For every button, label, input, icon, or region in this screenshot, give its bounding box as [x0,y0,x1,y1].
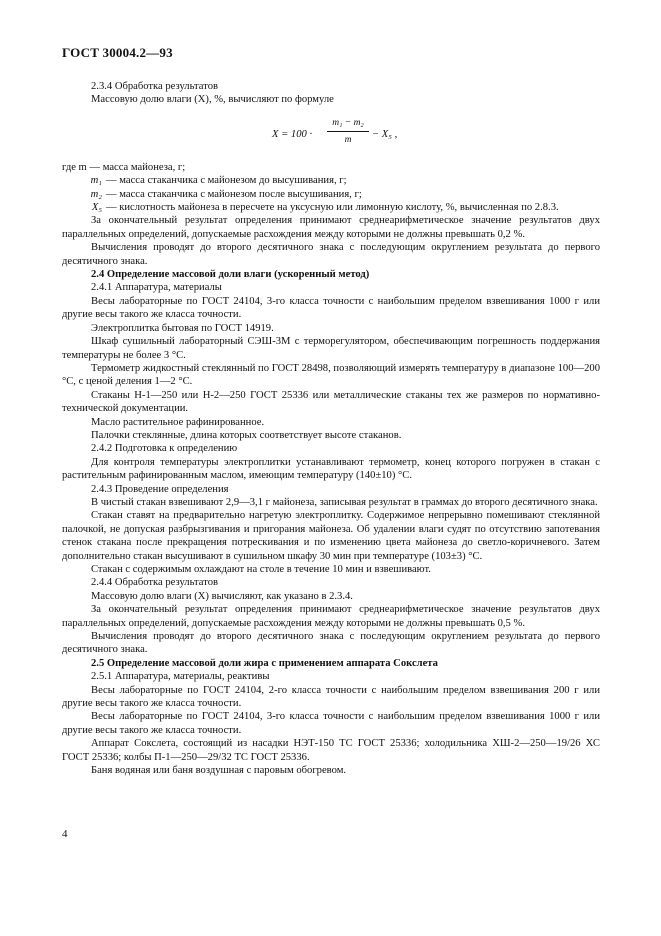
formula-numerator: m₁ − m₂ [327,117,369,132]
variable-symbol: m₁ [90,175,102,187]
formula-fraction [327,117,369,148]
paragraph: Баня водяная или баня воздушная с паровым обогревом. [91,765,347,777]
paragraph: Стакан ставят на предварительно нагретую электроплитку. Содержимое непрерывно помешивают стеклянной палочкой, не допуская разбрызгивания и пригорания майонеза. Об удалении влаги судят по отсутствию запотевания стенок стакана после прекращения потрескивания и по изменению цвета майонеза до светло-коричневого. Затем дополнительно стакан высушивают в сушильном шкафу 30 мин при температуре (103±3) °С. [62,510,600,562]
variable-definition [62,174,600,187]
page-number: 4 [62,828,68,840]
variable-text: — кислотность майонеза в пересчете на уксусную или лимонную кислоту, %, вычисленная по 2.8.3. [106,202,559,214]
paragraph: Стаканы Н-1—250 или Н-2—250 ГОСТ 25336 или металлические стаканы тех же размеров по нормативно-технической документации. [62,389,600,415]
formula-lhs: X = 100 · [272,128,313,140]
paragraph: Стакан с содержимым охлаждают на столе в течение 10 мин и взвешивают. [91,564,431,575]
variable-text: — масса стаканчика с майонезом до высушивания, г; [106,175,347,187]
paragraph: Термометр жидкостный стеклянный по ГОСТ 28498, позволяющий измерять температуру в диапазоне 100—200 °С, с ценой деления 1—2 °С. [62,362,600,388]
paragraph: В чистый стакан взвешивают 2,9—3,1 г майонеза, записывая результат в граммах до второго десятичного знака. [91,496,598,508]
paragraph: Весы лабораторные по ГОСТ 24104, 2-го класса точности с наибольшим пределом взвешивания 200 г или другие весы такого же класса точности. [62,684,600,710]
variable-definition [62,201,600,214]
paragraph: Вычисления проводят до второго десятичного знака с последующим округлением результата до первого десятичного знака. [62,242,600,267]
paragraph: Масло растительное рафинированное. [91,416,265,428]
section-title: 2.4.2 Подготовка к определению [91,443,238,455]
variable-symbol: X₅ [91,202,102,214]
paragraph: Массовую долю влаги (X) вычисляют, как указано в 2.3.4. [91,590,353,602]
paragraph: Для контроля температуры электроплитки устанавливают термометр, конец которого погружен в стакан с растительным рафинированным маслом, имеющим температуру (140±10) °С. [62,456,600,482]
variable-definition [62,188,600,201]
page-content [62,80,600,778]
moisture-formula [62,113,600,157]
paragraph: Массовую долю влаги (X), %, вычисляют по формуле [91,94,334,106]
where-line: где m — масса майонеза, г; [62,161,186,173]
paragraph: За окончательный результат определения принимают среднеарифметическое значение результатов двух параллельных определений, допускаемые расхождения между которыми не должны превышать 0,5 %. [62,604,600,629]
paragraph: За окончательный результат определения принимают среднеарифметическое значение результатов двух параллельных определений, допускаемые расхождения между которыми не должны превышать 0,2 %. [62,215,600,240]
paragraph: Электроплитка бытовая по ГОСТ 14919. [91,322,274,334]
paragraph: Вычисления проводят до второго десятичного знака с последующим округлением результата до первого десятичного знака. [62,631,600,656]
variable-text: — масса стаканчика с майонезом после высушивания, г; [106,188,362,200]
paragraph: Весы лабораторные по ГОСТ 24104, 3-го класса точности с наибольшим пределом взвешивания 1000 г или другие весы такого же класса точности. [62,711,600,736]
paragraph: Палочки стеклянные, длина которых соответствует высоте стаканов. [91,429,402,441]
variable-symbol: m₂ [90,188,102,200]
section-title: 2.4.4 Обработка результатов [91,577,218,589]
variable-definitions [62,174,600,214]
formula-denominator: m [344,135,352,146]
document-header: ГОСТ 30004.2—93 [62,45,173,60]
section-heading: 2.4 Определение массовой доли влаги (ускоренный метод) [91,269,370,281]
paragraph: Шкаф сушильный лабораторный СЭШ-3М с терморегулятором, обеспечивающим погрешность поддержания температуры не более 3 °С. [62,336,600,361]
paragraph: Аппарат Сокслета, состоящий из насадки НЭТ-150 ТС ГОСТ 25336; холодильника ХШ-2—250—19/26 ХС ГОСТ 25336; колбы П-1—250—29/32 ТС ГОСТ 25336. [62,738,600,763]
section-title: 2.5.1 Аппаратура, материалы, реактивы [91,671,270,683]
paragraph: Весы лабораторные по ГОСТ 24104, 3-го класса точности с наибольшим пределом взвешивания 1000 г или другие весы такого же класса точности. [62,295,600,321]
section-title: 2.4.1 Аппаратура, материалы [91,282,222,294]
section-title: 2.3.4 Обработка результатов [91,81,218,92]
section-title: 2.4.3 Проведение определения [91,483,229,495]
section-heading: 2.5 Определение массовой доли жира с применением аппарата Сокслета [91,657,438,669]
formula-rhs: − X₅ , [372,128,398,140]
